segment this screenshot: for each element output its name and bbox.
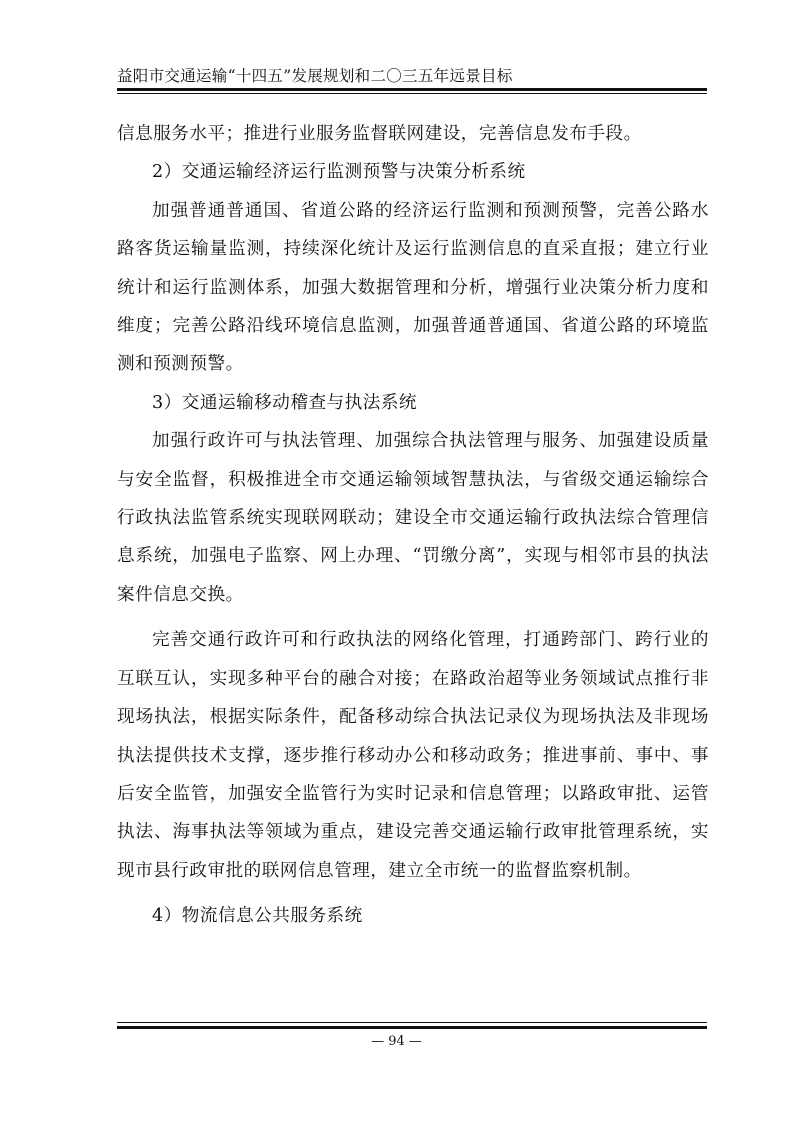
header-rule-thin — [117, 93, 707, 94]
paragraph-continuation: 信息服务水平；推进行业服务监督联网建设，完善信息发布手段。 — [117, 124, 642, 144]
footer-rule-thick — [117, 1026, 707, 1029]
header-rule-thick — [117, 88, 707, 91]
page-number: — 94 — — [371, 1034, 422, 1049]
paragraph-monitoring: 加强普通普通国、省道公路的经济运行监测和预测预警，完善公路水路客货运输量监测，持续深化统计及运行监测信息的直采直报；建立行业统计和运行监测体系，加强大数据管理和分析，增强行业决策分析力度和维度；完善公路沿线环境信息监测，加强普通普通国、省道公路的环境监测和预测预警。 — [117, 200, 709, 375]
section-heading-4: 4）物流信息公共服务系统 — [152, 906, 363, 927]
footer-rule-thin — [117, 1022, 707, 1023]
document-body — [117, 115, 709, 936]
paragraph-enforcement: 加强行政许可与执法管理、加强综合执法管理与服务、加强建设质量与安全监督，积极推进全市交通运输领域智慧执法，与省级交通运输综合行政执法监管系统实现联网联动；建设全市交通运输行政执法综合管理信息系统，加强电子监察、网上办理、“罚缴分离”，实现与相邻市县的执法案件信息交换。 — [117, 431, 709, 605]
running-header: 益阳市交通运输“十四五”发展规划和二〇三五年远景目标 — [117, 67, 513, 85]
section-heading-2: 2）交通运输经济运行监测预警与决策分析系统 — [152, 162, 526, 183]
paragraph-network-management: 完善交通行政许可和行政执法的网络化管理，打通跨部门、跨行业的互联互认，实现多种平台的融合对接；在路政治超等业务领域试点推行非现场执法，根据实际条件，配备移动综合执法记录仪为现场执法及非现场执法提供技术支撑，逐步推行移动办公和移动政务；推进事前、事中、事后安全监管，加强安全监管行为实时记录和信息管理；以路政审批、运管执法、海事执法等领域为重点，建设完善交通运输行政审批管理系统，实现市县行政审批的联网信息管理，建立全市统一的监督监察机制。 — [117, 630, 709, 881]
section-heading-3: 3）交通运输移动稽查与执法系统 — [152, 392, 418, 413]
